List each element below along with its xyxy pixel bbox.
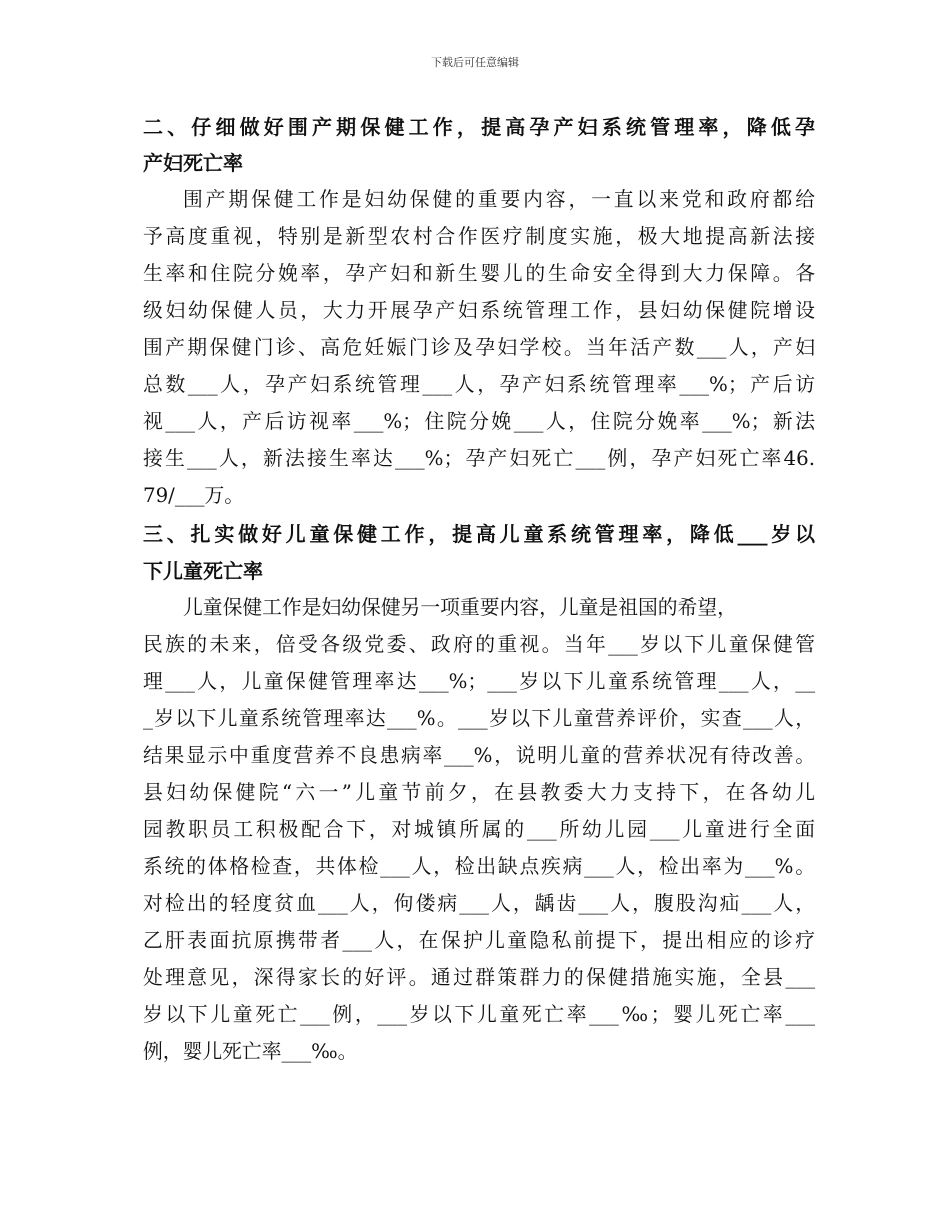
- paragraph-line: 园教职员工积极配合下，对城镇所属的___所幼儿园___儿童进行全面: [143, 818, 815, 841]
- paragraph-line: 岁以下儿童死亡___例，___岁以下儿童死亡率___‰；婴儿死亡率___: [143, 1003, 815, 1026]
- paragraph-line: 围产期保健门诊、高危妊娠门诊及孕妇学校。当年活产数___人，产妇: [143, 336, 815, 359]
- paragraph-line: 予高度重视，特别是新型农村合作医疗制度实施，极大地提高新法接: [143, 225, 815, 248]
- paragraph-line: 理___人，儿童保健管理率达___%；___岁以下儿童系统管理___人，__: [143, 670, 815, 693]
- paragraph-line: 系统的体格检查，共体检___人，检出缺点疾病___人，检出率为___%。: [143, 855, 815, 878]
- paragraph-line: 级妇幼保健人员，大力开展孕产妇系统管理工作，县妇幼保健院增设: [143, 299, 815, 322]
- paragraph-line: 总数___人，孕产妇系统管理___人，孕产妇系统管理率___%；产后访: [143, 373, 815, 396]
- paragraph-line: 接生___人，新法接生率达___%；孕产妇死亡___例，孕产妇死亡率46.: [143, 447, 815, 470]
- paragraph-line: 生率和住院分娩率，孕产妇和新生婴儿的生命安全得到大力保障。各: [143, 262, 815, 285]
- paragraph-line: 围产期保健工作是妇幼保健的重要内容，一直以来党和政府都给: [183, 188, 815, 211]
- paragraph-line: _岁以下儿童系统管理率达___%。___岁以下儿童营养评价，实查___人，: [143, 707, 815, 730]
- paragraph-line: 县妇幼保健院“六一”儿童节前夕，在县教委大力支持下，在各幼儿: [143, 781, 815, 804]
- section-heading-line: 二、仔细做好围产期保健工作，提高孕产妇系统管理率，降低孕: [143, 115, 815, 139]
- paragraph-line: 乙肝表面抗原携带者___人，在保护儿童隐私前提下，提出相应的诊疗: [143, 929, 815, 952]
- section-heading-line: 三、扎实做好儿童保健工作，提高儿童系统管理率，降低___岁以: [143, 522, 815, 546]
- page-header: 下载后可任意编辑: [431, 56, 519, 69]
- paragraph-line: 处理意见，深得家长的好评。通过群策群力的保健措施实施，全县___: [143, 966, 815, 989]
- section-heading-line: 产妇死亡率: [143, 151, 243, 175]
- paragraph-line: 民族的未来，倍受各级党委、政府的重视。当年___岁以下儿童保健管: [143, 633, 815, 656]
- paragraph-line: 儿童保健工作是妇幼保健另一项重要内容，儿童是祖国的希望，: [183, 596, 737, 619]
- paragraph-line: 结果显示中重度营养不良患病率___%，说明儿童的营养状况有待改善。: [143, 744, 815, 767]
- paragraph-line: 例，婴儿死亡率___‰。: [143, 1040, 358, 1063]
- paragraph-line: 79/___万。: [143, 484, 245, 507]
- section-heading-line: 下儿童死亡率: [143, 559, 263, 583]
- paragraph-line: 视___人，产后访视率___%；住院分娩___人，住院分娩率___%；新法: [143, 410, 815, 433]
- paragraph-line: 对检出的轻度贫血___人，佝偻病___人，龋齿___人，腹股沟疝___人，: [143, 892, 815, 915]
